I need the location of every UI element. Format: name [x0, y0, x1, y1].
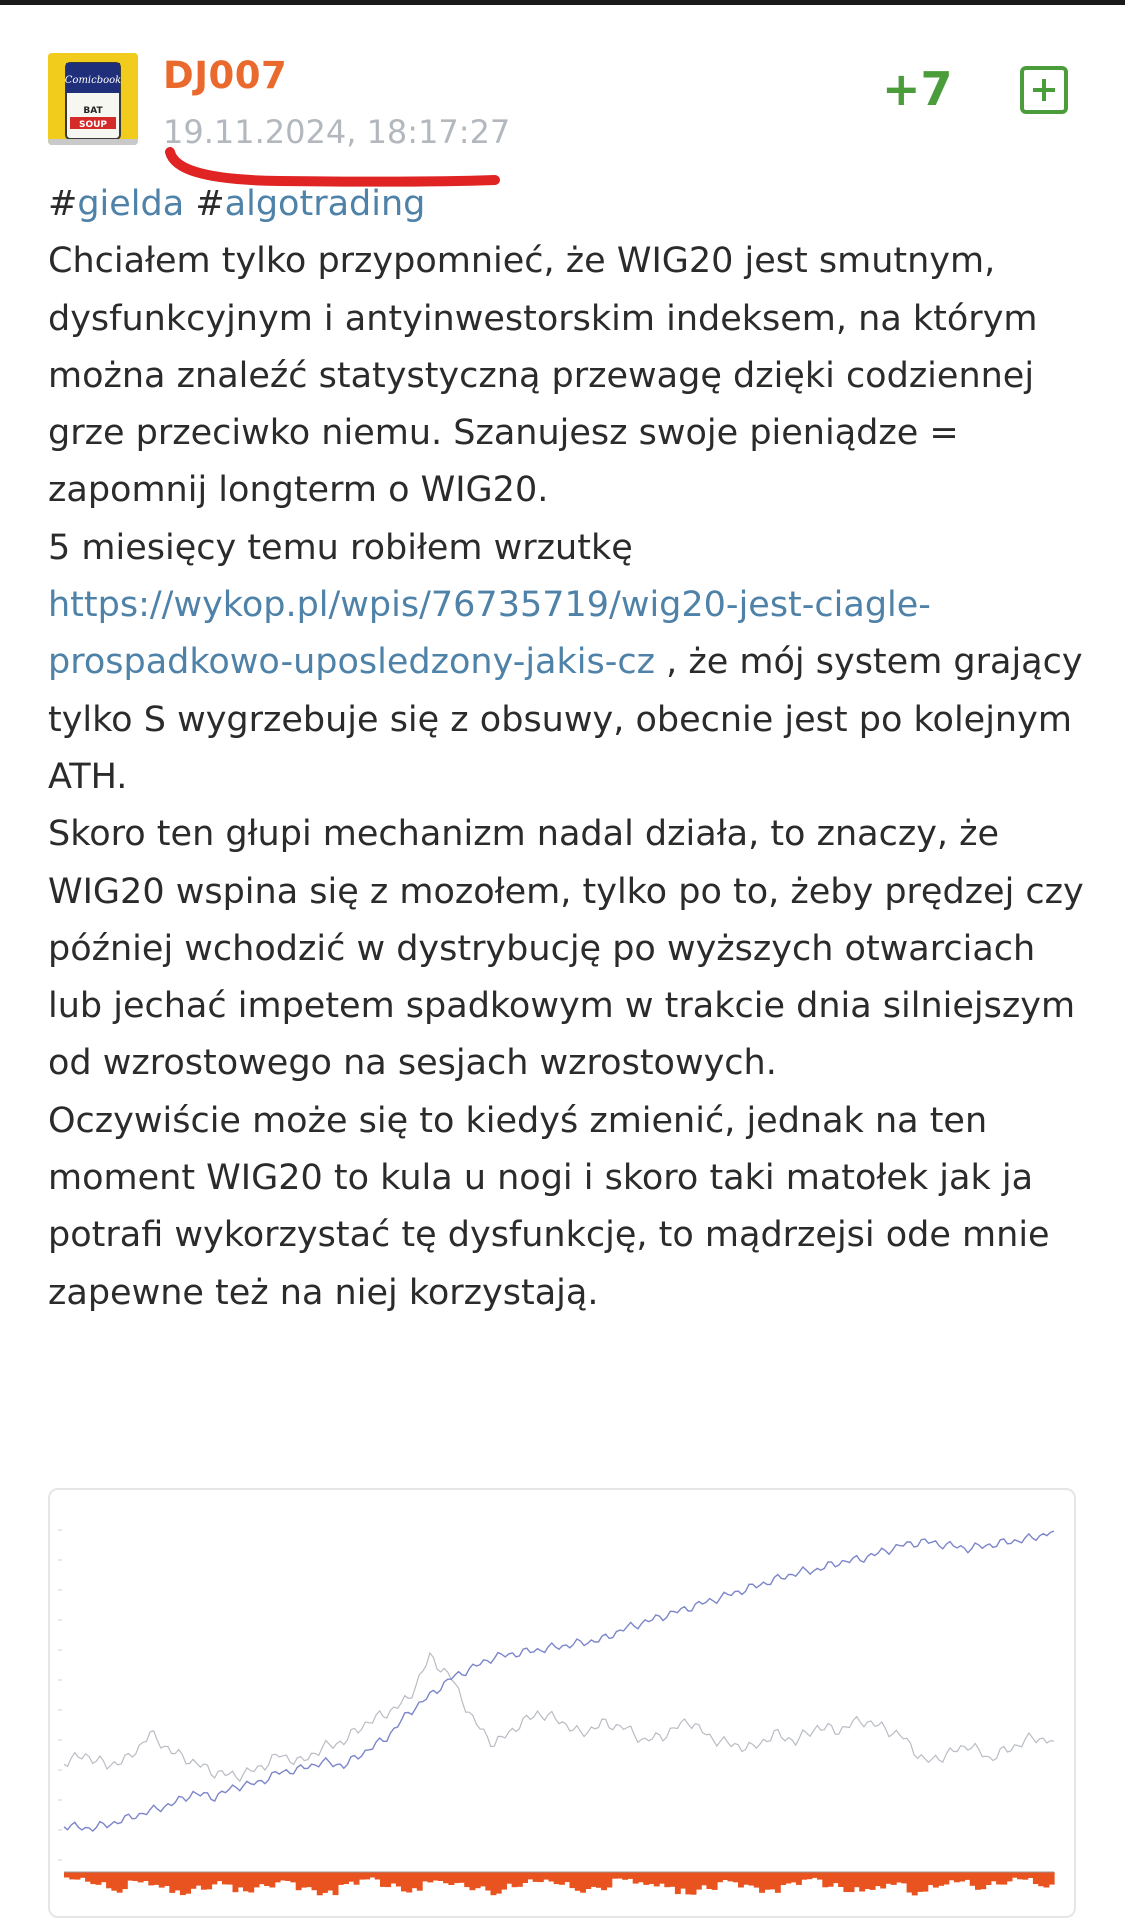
drawdown-bar — [512, 1872, 518, 1887]
drawdown-bar — [817, 1872, 823, 1880]
drawdown-bar — [843, 1872, 849, 1892]
equity-chart — [50, 1490, 1074, 1916]
drawdown-bar — [185, 1872, 191, 1894]
tag-link-gielda[interactable]: gielda — [77, 184, 185, 224]
drawdown-bar — [901, 1872, 907, 1883]
drawdown-bar — [628, 1872, 634, 1879]
drawdown-bar — [785, 1872, 791, 1884]
drawdown-bar — [886, 1872, 892, 1884]
drawdown-bar — [928, 1872, 934, 1885]
drawdown-bar — [986, 1872, 992, 1885]
drawdown-bar — [233, 1872, 239, 1892]
drawdown-bar — [822, 1872, 828, 1887]
drawdown-bar — [838, 1872, 844, 1887]
drawdown-bar — [754, 1872, 760, 1888]
drawdown-bar — [238, 1872, 244, 1887]
drawdown-bar — [369, 1872, 375, 1878]
drawdown-bar — [1044, 1872, 1050, 1888]
author-name[interactable]: DJ007 — [163, 54, 288, 97]
drawdown-bar — [1007, 1872, 1013, 1881]
drawdown-bar — [743, 1872, 749, 1885]
drawdown-bar — [543, 1872, 549, 1880]
drawdown-bar — [722, 1872, 728, 1880]
drawdown-bar — [222, 1872, 228, 1884]
drawdown-bar — [554, 1872, 560, 1884]
avatar-brand-text: Comicbook — [64, 75, 122, 86]
drawdown-bar — [864, 1872, 870, 1889]
drawdown-bar — [1017, 1872, 1023, 1879]
drawdown-bar — [470, 1872, 476, 1890]
drawdown-bar — [201, 1872, 207, 1890]
drawdown-bar — [585, 1872, 591, 1889]
drawdown-bar — [596, 1872, 602, 1888]
drawdown-bar — [406, 1872, 412, 1893]
drawdown-bar — [691, 1872, 697, 1895]
drawdown-bar — [138, 1872, 144, 1882]
drawdown-bar — [685, 1872, 691, 1894]
drawdown-bar — [364, 1872, 370, 1879]
drawdown-bar — [80, 1872, 86, 1878]
drawdown-bar — [211, 1872, 217, 1884]
drawdown-bar — [991, 1872, 997, 1881]
post-timestamp: 19.11.2024, 18:17:27 — [163, 113, 511, 151]
drawdown-bar — [570, 1872, 576, 1888]
drawdown-bar — [1012, 1872, 1018, 1878]
drawdown-bar — [396, 1872, 402, 1887]
drawdown-bar — [559, 1872, 565, 1885]
drawdown-bar — [633, 1872, 639, 1884]
drawdown-bar — [269, 1872, 275, 1888]
drawdown-bar — [280, 1872, 286, 1881]
drawdown-bar — [996, 1872, 1002, 1885]
drawdown-bar — [1001, 1872, 1007, 1885]
drawdown-bar — [322, 1872, 328, 1893]
drawdown-bar — [796, 1872, 802, 1885]
drawdown-bar — [454, 1872, 460, 1883]
drawdown-bar — [680, 1872, 686, 1889]
drawdown-bar — [738, 1872, 744, 1888]
drawdown-bar — [133, 1872, 139, 1881]
drawdown-bar — [380, 1872, 386, 1887]
drawdown-bar — [759, 1872, 765, 1893]
drawdown-bar — [859, 1872, 865, 1892]
drawdown-bar — [733, 1872, 739, 1882]
drawdown-bar — [475, 1872, 481, 1888]
drawdown-bar — [69, 1872, 75, 1879]
post-content — [48, 176, 1088, 1322]
drawdown-bar — [169, 1872, 175, 1893]
drawdown-bar — [812, 1872, 818, 1878]
drawdown-bar — [427, 1872, 433, 1882]
drawdown-bar — [533, 1872, 539, 1882]
drawdown-bar — [301, 1872, 307, 1888]
drawdown-bar — [675, 1872, 681, 1894]
drawdown-bar — [159, 1872, 165, 1888]
drawdown-bar — [422, 1872, 428, 1881]
drawdown-bar — [448, 1872, 454, 1885]
drawdown-bar — [148, 1872, 154, 1885]
paragraph-2-text-after: , że mój system grający tylko S wygrzebuje się z obsuwy, obecnie jest po kolejnym ATH. — [48, 642, 1083, 797]
drawdown-bar — [417, 1872, 423, 1891]
drawdown-bar — [480, 1872, 486, 1886]
post-paragraph-3: Skoro ten głupi mechanizm nadal działa, to znaczy, że WIG20 wspina się z mozołem, tylko po to, żeby prędzej czy później wchodzić w dystrybucję po wyższych otwarciach lub jechać impetem spadkowym w trakcie dnia silniejszym od wzrostowego na sesjach wzrostowych. — [48, 814, 1084, 1084]
drawdown-bar — [954, 1872, 960, 1882]
post-paragraph-2 — [48, 520, 1088, 806]
drawdown-bar — [938, 1872, 944, 1886]
drawdown-bar — [949, 1872, 955, 1880]
drawdown-bar — [127, 1872, 133, 1881]
drawdown-bar — [975, 1872, 981, 1890]
vote-count: +7 — [882, 62, 953, 116]
drawdown-bar — [654, 1872, 660, 1886]
drawdown-bar — [775, 1872, 781, 1893]
drawdown-bar — [227, 1872, 233, 1885]
drawdown-bar — [90, 1872, 96, 1884]
drawdown-bar — [1022, 1872, 1028, 1880]
drawdown-bar — [980, 1872, 986, 1889]
drawdown-bar — [517, 1872, 523, 1887]
drawdown-bar — [891, 1872, 897, 1885]
index-series-line — [64, 1653, 1054, 1781]
drawdown-bar — [327, 1872, 333, 1891]
drawdown-bar — [1038, 1872, 1044, 1886]
drawdown-bar — [828, 1872, 834, 1887]
drawdown-bar — [807, 1872, 813, 1879]
drawdown-bar — [664, 1872, 670, 1887]
drawdown-bar — [259, 1872, 265, 1884]
drawdown-bar — [870, 1872, 876, 1890]
drawdown-bar — [496, 1872, 502, 1894]
upvote-plus-button[interactable] — [1020, 66, 1068, 114]
drawdown-bar — [896, 1872, 902, 1883]
drawdown-bar — [728, 1872, 734, 1881]
drawdown-bar — [617, 1872, 623, 1879]
drawdown-bar — [217, 1872, 223, 1881]
drawdown-bar — [601, 1872, 607, 1890]
drawdown-bar — [917, 1872, 923, 1892]
drawdown-bar — [401, 1872, 407, 1891]
drawdown-bar — [970, 1872, 976, 1886]
drawdown-bar — [854, 1872, 860, 1887]
drawdown-bar — [75, 1872, 81, 1880]
drawdown-bar — [880, 1872, 886, 1889]
drawdown-bar — [606, 1872, 612, 1888]
drawdown-bar — [649, 1872, 655, 1884]
drawdown-bar — [770, 1872, 776, 1889]
drawdown-bar — [375, 1872, 381, 1880]
drawdown-bar — [922, 1872, 928, 1892]
drawdown-bar — [248, 1872, 254, 1893]
drawdown-bar — [433, 1872, 439, 1881]
drawdown-bar — [459, 1872, 465, 1883]
drawdown-bar — [622, 1872, 628, 1880]
drawdown-bar — [833, 1872, 839, 1883]
post-paragraph-1: Chciałem tylko przypomnieć, że WIG20 jest smutnym, dysfunkcyjnym i antyinwestorskim indeksem, na którym można znaleźć statystyczną przewagę dzięki codziennej grze przeciwko niemu. Szanujesz swoje pieniądze = zapomnij longterm o WIG20. — [48, 241, 1038, 511]
drawdown-bar — [564, 1872, 570, 1882]
drawdown-bar — [638, 1872, 644, 1882]
tag-link-algotrading[interactable]: algotrading — [224, 184, 426, 224]
drawdown-bar — [354, 1872, 360, 1885]
drawdown-bar — [464, 1872, 470, 1887]
drawdown-bar — [1049, 1872, 1055, 1885]
drawdown-bar — [965, 1872, 971, 1880]
drawdown-bar — [317, 1872, 323, 1895]
user-avatar[interactable] — [48, 53, 138, 145]
svg-text:BAT: BAT — [83, 106, 103, 116]
tags-line: #gielda #algotrading — [48, 184, 426, 224]
drawdown-bar — [164, 1872, 170, 1886]
drawdown-bar — [343, 1872, 349, 1884]
drawdown-bar — [206, 1872, 212, 1889]
drawdown-bar — [575, 1872, 581, 1891]
drawdown-bar — [85, 1872, 91, 1882]
drawdown-bar — [717, 1872, 723, 1882]
drawdown-bar — [849, 1872, 855, 1892]
drawdown-bar — [522, 1872, 528, 1883]
svg-text:SOUP: SOUP — [78, 120, 108, 130]
drawdown-bar — [254, 1872, 260, 1887]
drawdown-bar — [527, 1872, 533, 1879]
drawdown-bar — [907, 1872, 913, 1893]
drawdown-bar — [154, 1872, 160, 1885]
drawdown-bar — [780, 1872, 786, 1885]
drawdown-bar — [101, 1872, 107, 1882]
drawdown-bar — [391, 1872, 397, 1884]
post-paragraph-4: Oczywiście może się to kiedyś zmienić, jednak na ten moment WIG20 to kula u nogi i skoro taki matołek jak ja potrafi wykorzystać tę dysfunkcję, to mądrzejsi ode mnie zapewne też na niej korzystają. — [48, 1100, 1050, 1313]
drawdown-bar — [959, 1872, 965, 1882]
drawdown-bar — [943, 1872, 949, 1885]
drawdown-bar — [412, 1872, 418, 1888]
drawdown-bar — [275, 1872, 281, 1882]
drawdown-bar — [1033, 1872, 1039, 1884]
drawdown-bar — [312, 1872, 318, 1890]
drawdown-bar — [1028, 1872, 1034, 1878]
drawdown-bar — [791, 1872, 797, 1882]
drawdown-bar — [485, 1872, 491, 1891]
drawdown-bar — [296, 1872, 302, 1890]
drawdown-bar — [491, 1872, 497, 1895]
drawdown-bar — [106, 1872, 112, 1888]
drawdown-bar — [338, 1872, 344, 1885]
paragraph-2-text-before: 5 miesięcy temu robiłem wrzutkę — [48, 527, 633, 568]
drawdown-bar — [180, 1872, 186, 1895]
drawdown-bar — [290, 1872, 296, 1882]
top-divider — [0, 0, 1125, 5]
drawdown-bar — [285, 1872, 291, 1881]
drawdown-bar — [501, 1872, 507, 1890]
drawdown-bar — [670, 1872, 676, 1887]
equity-series-line — [64, 1531, 1054, 1831]
drawdown-bar — [96, 1872, 102, 1885]
drawdown-bar — [438, 1872, 444, 1881]
drawdown-bar — [306, 1872, 312, 1887]
drawdown-bar — [359, 1872, 365, 1880]
drawdown-bar — [659, 1872, 665, 1884]
drawdown-bar — [912, 1872, 918, 1895]
drawdown-bar — [801, 1872, 807, 1880]
drawdown-bar — [696, 1872, 702, 1890]
drawdown-bar — [875, 1872, 881, 1886]
drawdown-bar — [506, 1872, 512, 1884]
drawdown-bar — [385, 1872, 391, 1887]
drawdown-bar — [117, 1872, 123, 1893]
drawdown-bar — [701, 1872, 707, 1885]
drawdown-bar — [64, 1872, 70, 1878]
wykop-link[interactable]: https://wykop.pl/wpis/76735719/wig20-jest-ciagle-prospadkowo-uposledzony-jakis-cz — [48, 585, 931, 683]
drawdown-bar — [443, 1872, 449, 1883]
embedded-chart-image[interactable] — [48, 1488, 1076, 1918]
drawdown-bar — [591, 1872, 597, 1887]
drawdown-bar — [712, 1872, 718, 1890]
drawdown-bar — [175, 1872, 181, 1890]
drawdown-bar — [764, 1872, 770, 1890]
drawdown-bar — [196, 1872, 202, 1886]
drawdown-bar — [643, 1872, 649, 1885]
drawdown-bar — [549, 1872, 555, 1882]
drawdown-bar — [190, 1872, 196, 1889]
drawdown-bar — [580, 1872, 586, 1893]
drawdown-bar — [933, 1872, 939, 1888]
drawdown-bar — [749, 1872, 755, 1886]
drawdown-bar — [333, 1872, 339, 1895]
drawdown-bar — [143, 1872, 149, 1881]
drawdown-bar — [706, 1872, 712, 1889]
drawdown-bar — [111, 1872, 117, 1891]
drawdown-bar — [122, 1872, 128, 1889]
drawdown-bar — [538, 1872, 544, 1882]
drawdown-bar — [264, 1872, 270, 1886]
drawdown-bar — [348, 1872, 354, 1882]
drawdown-bar — [243, 1872, 249, 1891]
drawdown-bar — [612, 1872, 618, 1879]
